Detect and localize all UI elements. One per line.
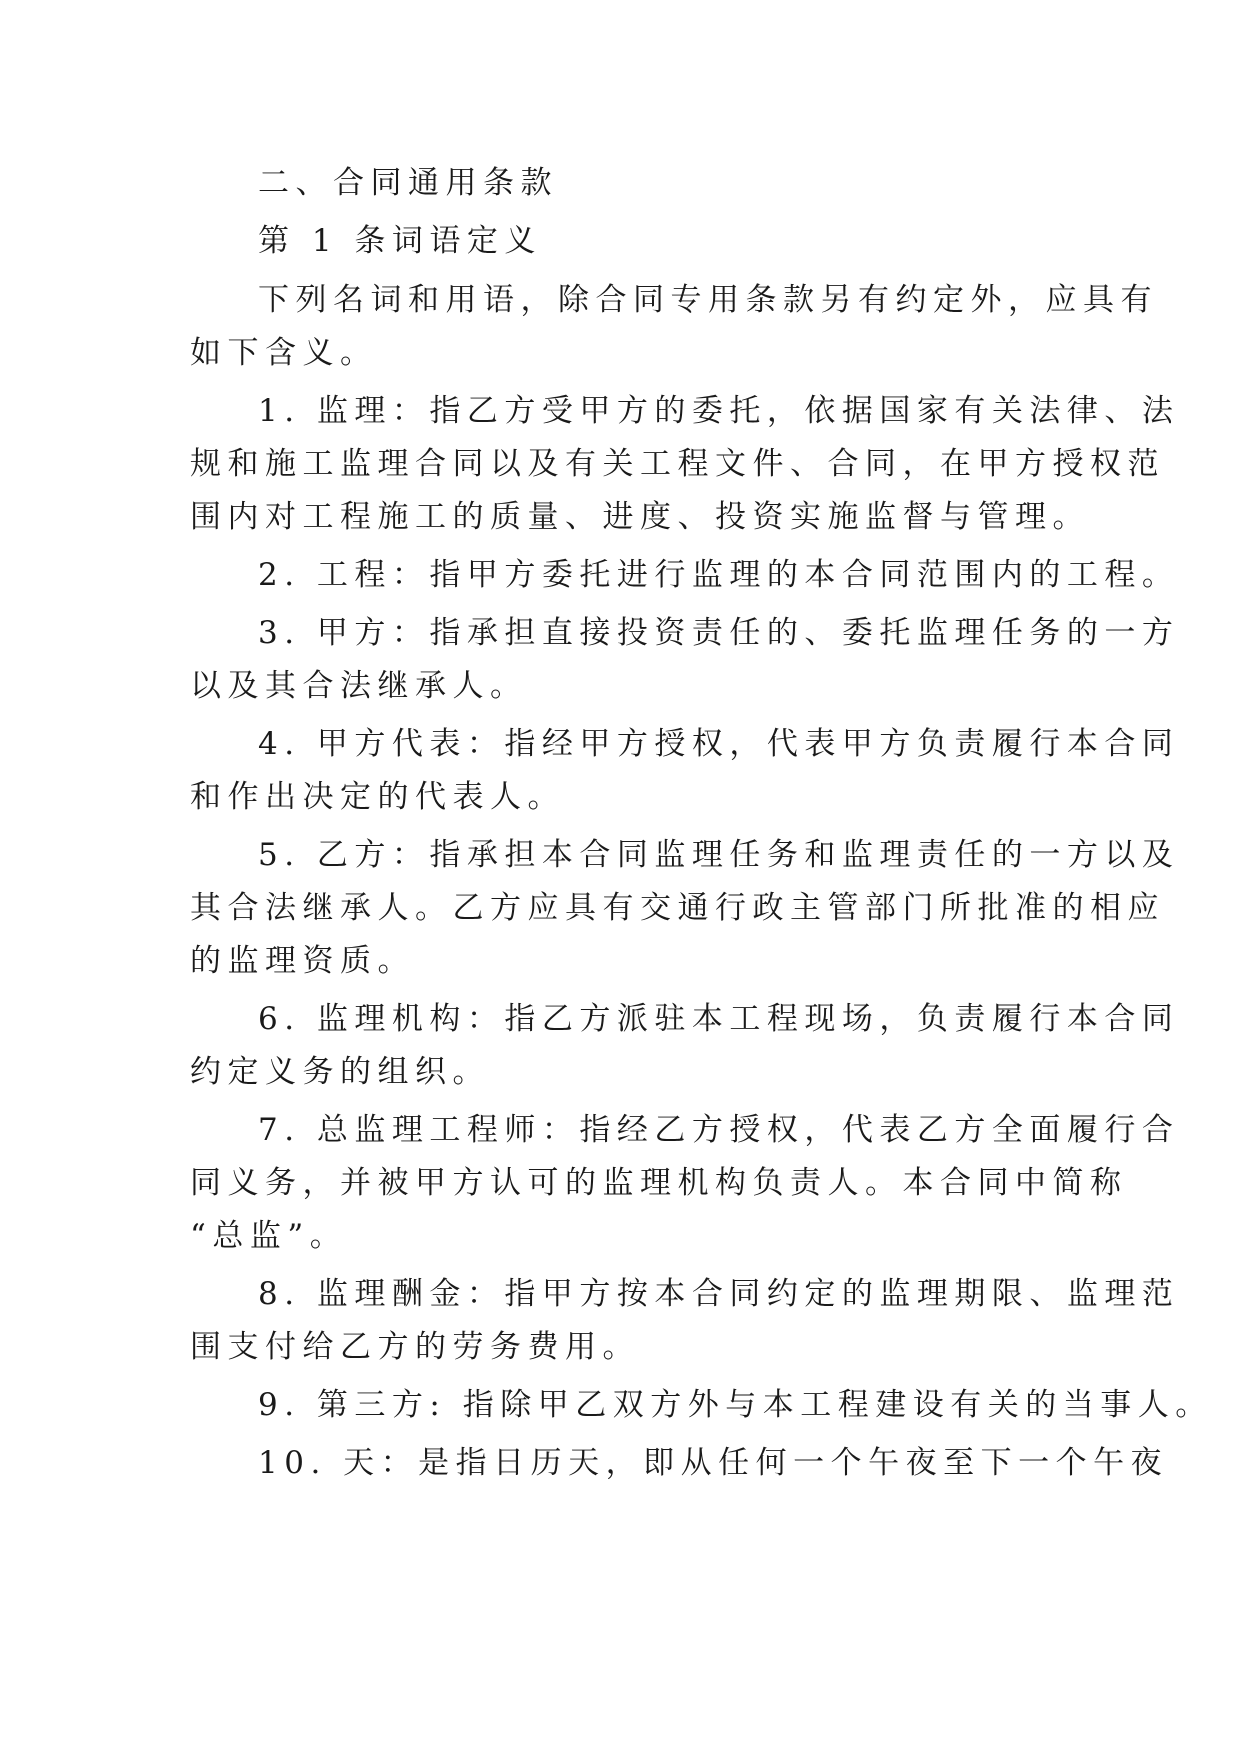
paragraph-line: 和作出决定的代表人。 <box>190 779 565 815</box>
paragraph-line: 9. 第三方: 指除甲乙双方外与本工程建设有关的当事人。 <box>258 1387 1213 1423</box>
paragraph-line: 5. 乙方：指承担本合同监理任务和监理责任的一方以及 <box>258 837 1180 873</box>
paragraph-line: 8. 监理酬金：指甲方按本合同约定的监理期限、监理范 <box>258 1276 1180 1312</box>
paragraph-line: 规和施工监理合同以及有关工程文件、合同，在甲方授权范 <box>190 446 1165 482</box>
paragraph-line: 10. 天：是指日历天，即从任何一个午夜至下一个午夜 <box>258 1445 1169 1481</box>
paragraph-line: “总监”。 <box>190 1218 348 1254</box>
paragraph-line: 3. 甲方：指承担直接投资责任的、委托监理任务的一方 <box>258 615 1180 651</box>
paragraph-line: 围支付给乙方的劳务费用。 <box>190 1329 640 1365</box>
paragraph-line: 的监理资质。 <box>190 943 415 979</box>
paragraph-line: 其合法继承人。乙方应具有交通行政主管部门所批准的相应 <box>190 890 1165 926</box>
paragraph-line: 约定义务的组织。 <box>190 1054 490 1090</box>
paragraph-line: 如下含义。 <box>190 335 378 371</box>
paragraph-line: 下列名词和用语，除合同专用条款另有约定外，应具有 <box>258 282 1158 318</box>
paragraph-line: 7. 总监理工程师：指经乙方授权，代表乙方全面履行合 <box>258 1112 1180 1148</box>
paragraph-line: 1. 监理：指乙方受甲方的委托，依据国家有关法律、法 <box>258 393 1180 429</box>
paragraph-line: 同义务，并被甲方认可的监理机构负责人。本合同中简称 <box>190 1165 1128 1201</box>
paragraph-line: 6. 监理机构：指乙方派驻本工程现场，负责履行本合同 <box>258 1001 1180 1037</box>
paragraph-line: 以及其合法继承人。 <box>190 668 528 704</box>
paragraph-line: 4. 甲方代表：指经甲方授权，代表甲方负责履行本合同 <box>258 726 1180 762</box>
section-heading: 二、合同通用条款 <box>258 165 558 201</box>
article-heading: 第 1 条词语定义 <box>258 223 542 259</box>
paragraph-line: 2. 工程：指甲方委托进行监理的本合同范围内的工程。 <box>258 557 1180 593</box>
paragraph-line: 围内对工程施工的质量、进度、投资实施监督与管理。 <box>190 499 1090 535</box>
